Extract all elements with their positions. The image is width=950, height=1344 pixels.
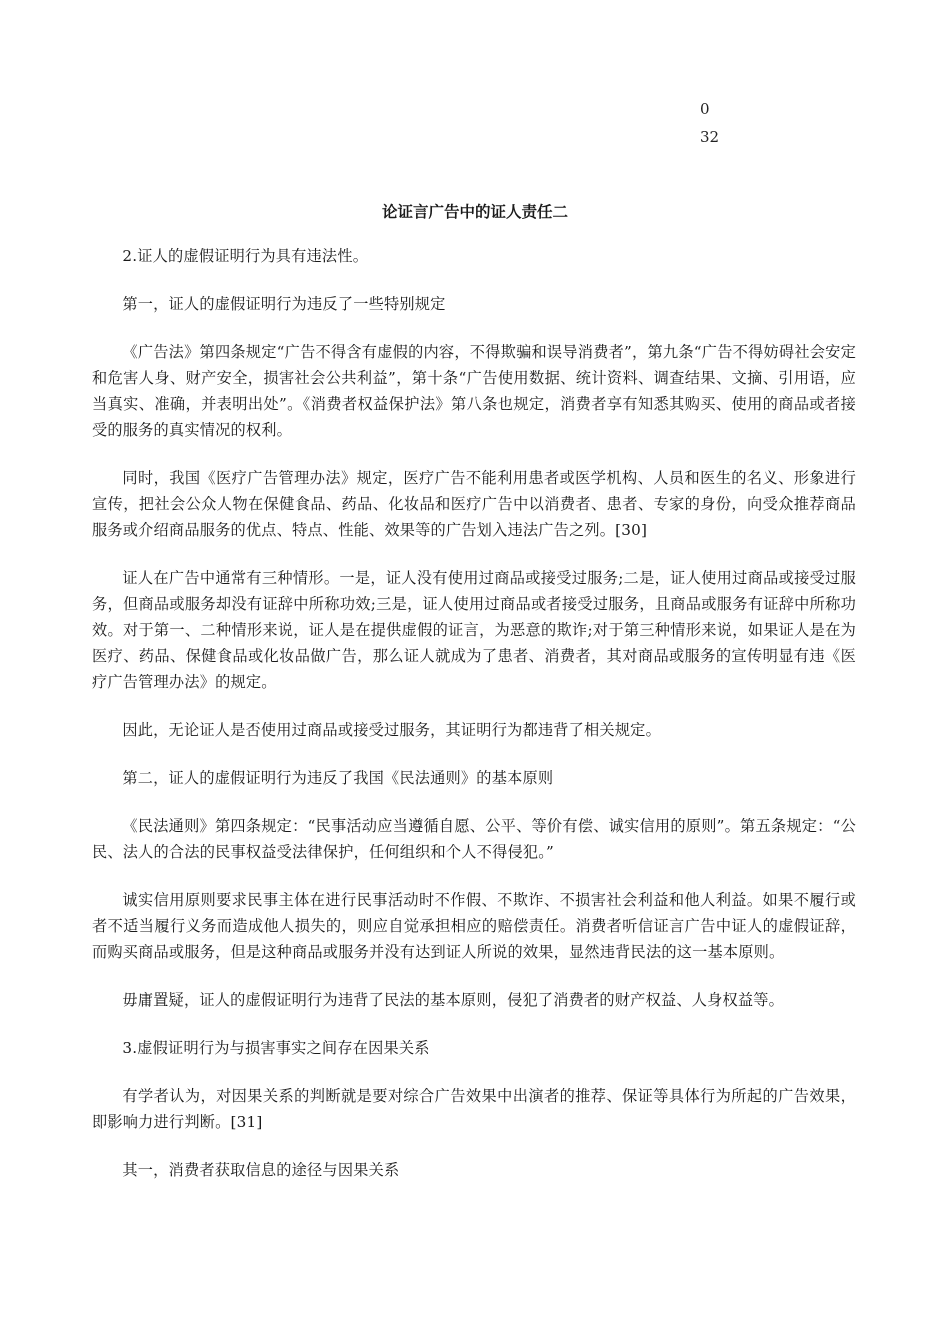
paragraph-scholar-view: 有学者认为，对因果关系的判断就是要对综合广告效果中出演者的推荐、保证等具体行为所起的广告效果，即影响力进行判断。[31]	[92, 1087, 856, 1131]
paragraph-illegality-heading: 2.证人的虚假证明行为具有违法性。	[122, 247, 369, 265]
paragraph-civil-law-heading: 第二，证人的虚假证明行为违反了我国《民法通则》的基本原则	[122, 769, 554, 787]
header-mark-top: 0	[700, 100, 710, 118]
paragraph-civil-law-articles: 《民法通则》第四条规定：“民事活动应当遵循自愿、公平、等价有偿、诚实信用的原则”。第五条规定：“公民、法人的合法的民事权益受法律保护，任何组织和个人不得侵犯。”	[92, 817, 856, 861]
paragraph-good-faith: 诚实信用原则要求民事主体在进行民事活动时不作假、不欺诈、不损害社会利益和他人利益。如果不履行或者不适当履行义务而造成他人损失的，则应自觉承担相应的赔偿责任。消费者听信证言广告中证人的虚假证辞，而购买商品或服务，但是这种商品或服务并没有达到证人所说的效果，显然违背民法的这一基本原则。	[92, 891, 856, 961]
paragraph-advertising-law: 《广告法》第四条规定“广告不得含有虚假的内容，不得欺骗和误导消费者”，第九条“广告不得妨碍社会安定和危害人身、财产安全，损害社会公共利益”，第十条“广告使用数据、统计资料、调查结果、文摘、引用语，应当真实、准确，并表明出处”。《消费者权益保护法》第八条也规定，消费者享有知悉其购买、使用的商品或者接受的服务的真实情况的权利。	[92, 343, 856, 439]
paragraph-causation-heading: 3.虚假证明行为与损害事实之间存在因果关系	[122, 1039, 430, 1057]
document-title: 论证言广告中的证人责任二	[381, 203, 568, 221]
paragraph-special-rules-heading: 第一，证人的虚假证明行为违反了一些特别规定	[122, 295, 446, 313]
paragraph-undoubtedly: 毋庸置疑，证人的虚假证明行为违背了民法的基本原则，侵犯了消费者的财产权益、人身权益等。	[122, 991, 785, 1009]
paragraph-three-situations: 证人在广告中通常有三种情形。一是，证人没有使用过商品或接受过服务;二是，证人使用过商品或接受过服务，但商品或服务却没有证辞中所称功效;三是，证人使用过商品或者接受过服务，且商品或服务有证辞中所称功效。对于第一、二种情形来说，证人是在提供虚假的证言，为恶意的欺诈;对于第三种情形来说，如果证人是在为医疗、药品、保健食品或化妆品做广告，那么证人就成为了患者、消费者，其对商品或服务的宣传明显有违《医疗广告管理办法》的规定。	[92, 569, 856, 691]
header-mark-bottom: 32	[700, 128, 720, 146]
paragraph-conclusion-rules: 因此，无论证人是否使用过商品或接受过服务，其证明行为都违背了相关规定。	[122, 721, 661, 739]
document-body	[92, 243, 856, 1205]
paragraph-information-channels: 其一，消费者获取信息的途径与因果关系	[122, 1161, 400, 1179]
paragraph-medical-ad-rules: 同时，我国《医疗广告管理办法》规定，医疗广告不能利用患者或医学机构、人员和医生的名义、形象进行宣传，把社会公众人物在保健食品、药品、化妆品和医疗广告中以消费者、患者、专家的身份，向受众推荐商品服务或介绍商品服务的优点、特点、性能、效果等的广告划入违法广告之列。[30]	[92, 469, 856, 539]
